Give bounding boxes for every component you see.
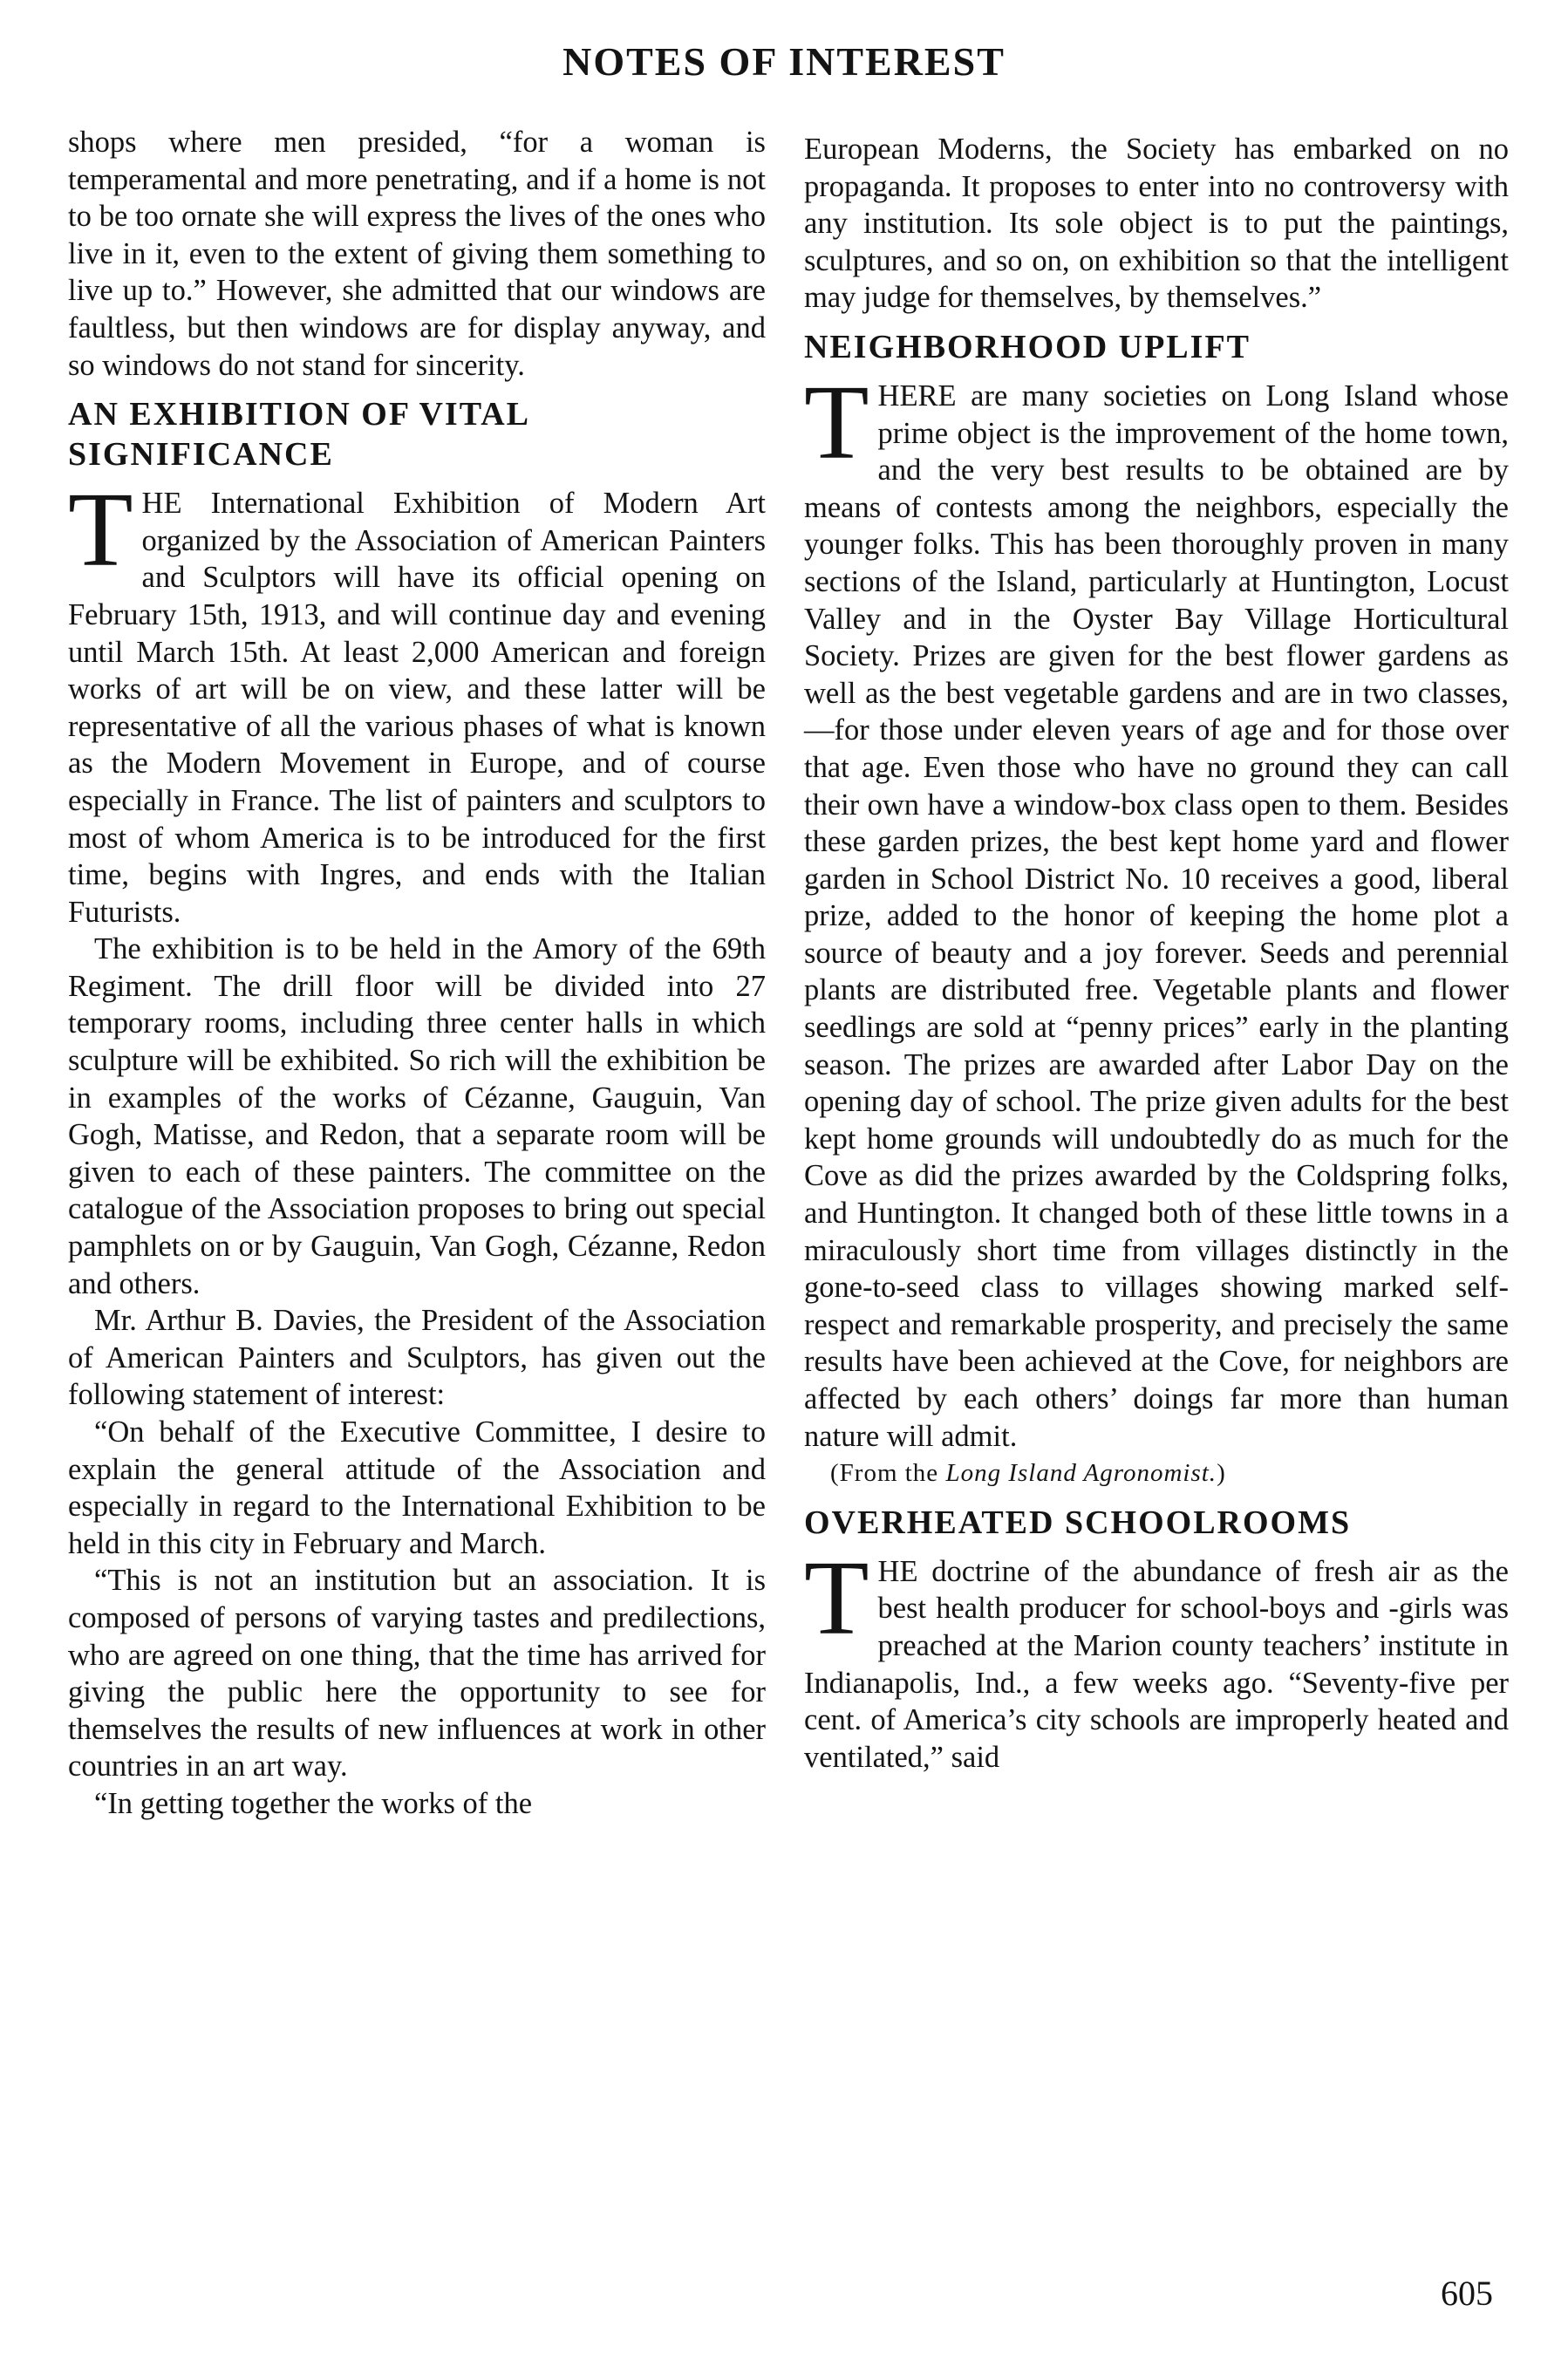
exhibition-paragraph-1: [68, 471, 766, 931]
exhibition-paragraph-4: “On behalf of the Executive Committee, I desire to explain the general attitude of the Association and especially in regard to the International Exhibition to be held in this city in February and March.: [68, 1415, 766, 1560]
exhibition-paragraph-6: “In getting together the works of the: [94, 1786, 533, 1820]
schoolrooms-paragraph: [804, 1538, 1509, 1777]
left-column: [68, 124, 766, 1823]
neighborhood-heading: NEIGHBORHOOD UPLIFT: [804, 328, 1251, 365]
right-column: [804, 131, 1509, 1776]
credit-prefix: (From the: [830, 1459, 946, 1488]
dropcap-letter: T: [804, 363, 869, 481]
page-number: 605: [1441, 2274, 1493, 2313]
schoolrooms-paragraph-text: HE doctrine of the abundance of fresh air as the best health producer for school-boys and -girls was preached at the Marion county teachers’ institute in Indianapolis, Ind., a few weeks ago. “Seventy-five per cent. of America’s city schools are improperly heated and ventilated,” said: [804, 1554, 1509, 1774]
credit-source: Long Island Agronomist.: [945, 1459, 1217, 1488]
neighborhood-paragraph: [804, 363, 1509, 1455]
dropcap-letter: T: [804, 1538, 869, 1657]
continued-paragraph-right: European Moderns, the Society has embarked on no propaganda. It proposes to enter into no controversy with any institution. Its sole object is to put the paintings, sculptures, and so on, on exhibition so that the intelligent may judge for themselves, by themselves.”: [804, 133, 1509, 315]
running-head: NOTES OF INTEREST: [562, 39, 1006, 84]
exhibition-heading: AN EXHIBITION OF VITAL SIGNIFICANCE: [68, 396, 528, 474]
dropcap-letter: T: [68, 471, 133, 590]
schoolrooms-heading: OVERHEATED SCHOOLROOMS: [804, 1504, 1352, 1541]
source-credit: [804, 1455, 1509, 1492]
neighborhood-paragraph-text: HERE are many societies on Long Island whose prime object is the improvement of the home town, and the very best results to be obtained are by means of contests among the neighbors, especially the younger folks. This has been thoroughly proven in many sections of the Island, particularly at Huntington, Locust Valley and in the Oyster Bay Village Horticultural Society. Prizes are given for the best flower gardens as well as the best vegetable gardens and are in two classes,—for those under eleven years of age and for those over that age. Even those who have no ground they can call their own have a window-box class open to them. Besides these garden prizes, the best kept home yard and flower garden in School District No. 10 receives a good, liberal prize, added to the honor of keeping the home plot a source of beauty and a joy forever. Seeds and perennial plants are distributed free. Vegetable plants and flower seedlings are sold at “penny prices” early in the planting season. The prizes are awarded after Labor Day on the opening day of school. The prize given adults for the best kept home grounds will undoubtedly do as much for the Cove as did the prizes awarded by the Coldspring folks, and Huntington. It changed both of these little towns in a miraculously short time from villages distinctly in the gone-to-seed class to villages showing marked self-respect and remarkable prosperity, and precisely the same results have been achieved at the Cove, for neighbors are affected by each others’ doings far more than human nature will admit.: [804, 379, 1509, 1453]
exhibition-paragraph-3: Mr. Arthur B. Davies, the President of the Association of American Painters and Sculptors, has given out the following statement of interest:: [68, 1304, 766, 1412]
exhibition-paragraph-1-text: HE International Exhibition of Modern Art organized by the Association of American Painters and Sculptors will have its official opening on February 15th, 1913, and will continue day and evening until March 15th. At least 2,000 American and foreign works of art will be on view, and these latter will be representative of all the various phases of what is known as the Modern Movement in Europe, and of course especially in France. The list of painters and sculptors to most of whom America is to be introduced for the first time, begins with Ingres, and ends with the Italian Futurists.: [68, 487, 766, 929]
continued-paragraph: shops where men presided, “for a woman is temperamental and more penetrating, and if a home is not to be too ornate she will express the lives of the ones who live in it, even to the extent of giving them something to live up to.” However, she admitted that our windows are faultless, but then windows are for display anyway, and so windows do not stand for sincerity.: [68, 126, 766, 382]
exhibition-paragraph-2: The exhibition is to be held in the Amory of the 69th Regiment. The drill floor will be divided into 27 temporary rooms, including three center halls in which sculpture will be exhibited. So rich will the exhibition be in examples of the works of Cézanne, Gauguin, Van Gogh, Matisse, and Redon, that a separate room will be given to each of these painters. The committee on the catalogue of the Association proposes to bring out special pamphlets on or by Gauguin, Van Gogh, Cézanne, Redon and others.: [68, 932, 766, 1300]
credit-suffix: ): [1217, 1459, 1226, 1488]
exhibition-paragraph-5: “This is not an institution but an association. It is composed of persons of varying tastes and predilections, who are agreed on one thing, that the time has arrived for giving the public here the opportunity to see for themselves the results of new influences at work in other countries in an art way.: [68, 1564, 766, 1784]
